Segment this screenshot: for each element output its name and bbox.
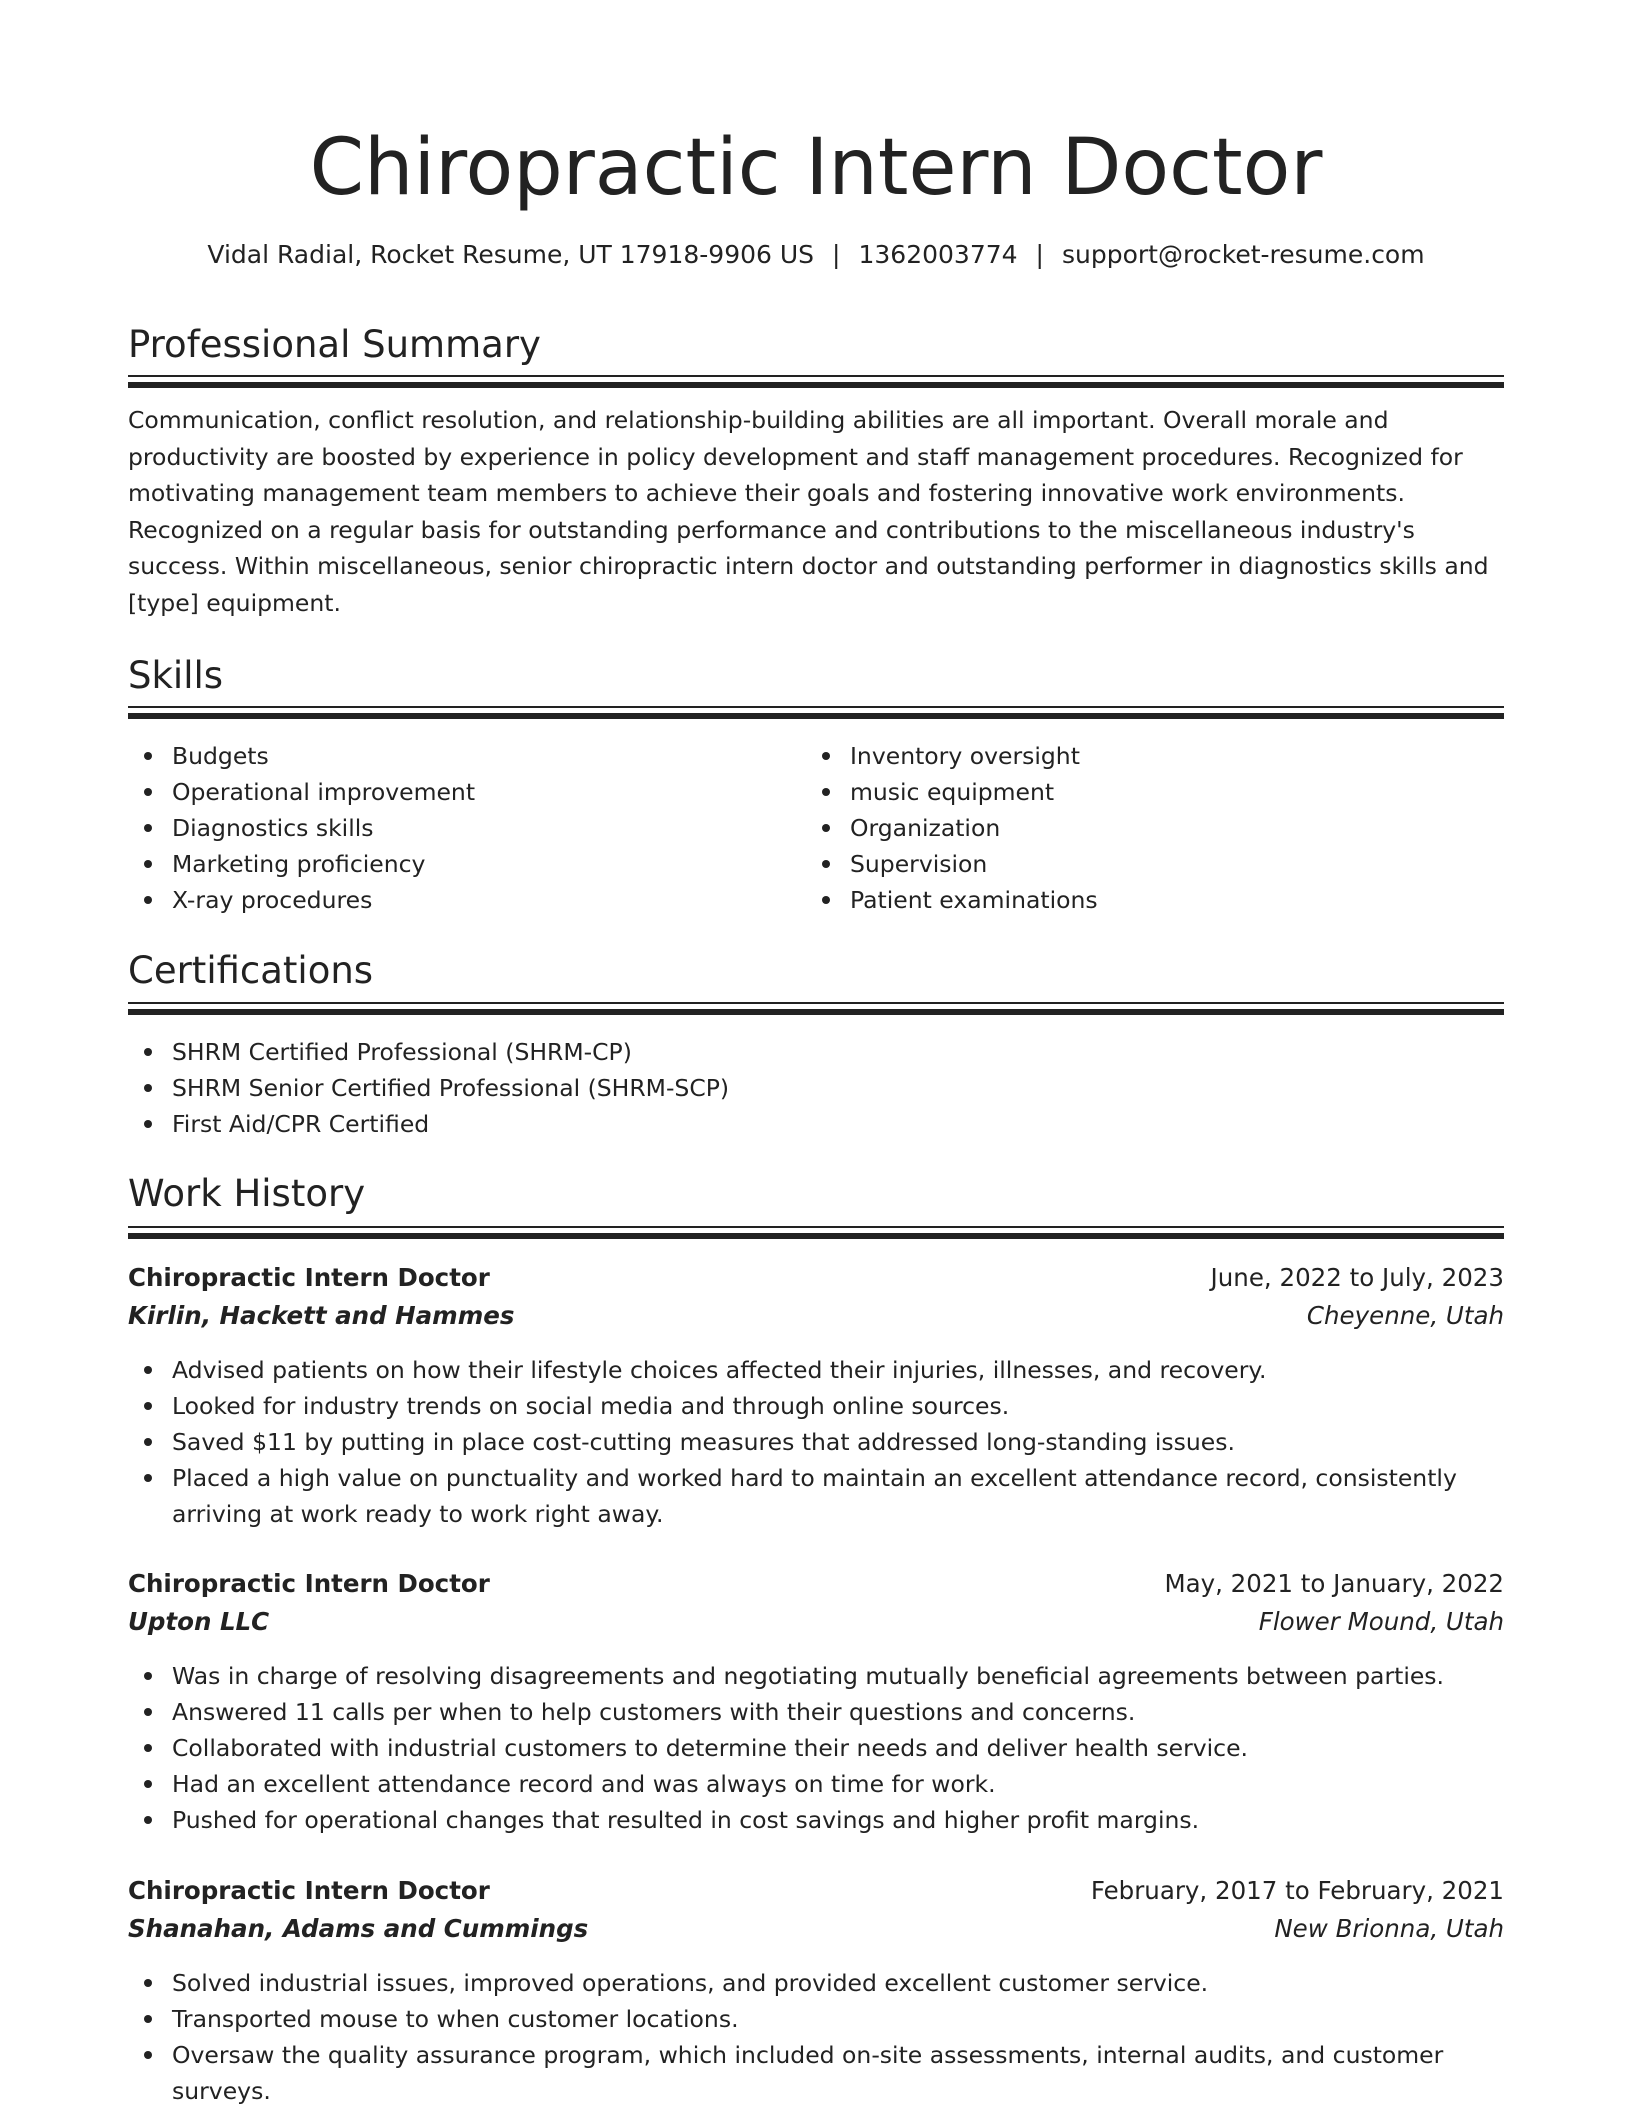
skill-item: Organization <box>806 810 1504 846</box>
job-dates: June, 2022 to July, 2023 <box>1210 1263 1504 1292</box>
section-divider <box>128 1002 1504 1016</box>
section-title-certifications: Certifications <box>128 949 374 992</box>
job-duty: Transported mouse to when customer locations. <box>128 2001 1504 2037</box>
skill-item: Supervision <box>806 846 1504 882</box>
job-header <box>128 1872 1504 1948</box>
summary-text: Communication, conflict resolution, and relationship-building abilities are all important. Overall morale and productivity are boosted by experience in policy development and staff management procedures. Recognized for motivating management team members to achieve their goals and fostering innovative work environments. Recognized on a regular basis for outstanding performance and contributions to the miscellaneous industry's success. Within miscellaneous, senior chiropractic intern doctor and outstanding performer in diagnostics skills and [type] equipment. <box>128 406 1489 617</box>
section-title-skills: Skills <box>128 654 224 697</box>
job-duty: Solved industrial issues, improved operations, and provided excellent customer service. <box>128 1965 1504 2001</box>
job-company: Upton LLC <box>128 1607 270 1636</box>
job-duty: Oversaw the quality assurance program, which included on-site assessments, internal audits, and customer surveys. <box>128 2037 1504 2109</box>
certifications-list <box>128 1034 1504 1142</box>
job-duties-list <box>128 1352 1504 1532</box>
job-dates: February, 2017 to February, 2021 <box>1090 1876 1504 1905</box>
job-duty: Saved $11 by putting in place cost-cutting measures that addressed long-standing issues. <box>128 1424 1504 1460</box>
section-divider <box>128 1226 1504 1240</box>
contact-phone: 1362003774 <box>858 240 1018 269</box>
job-company: Kirlin, Hackett and Hammes <box>128 1301 515 1330</box>
certification-item: First Aid/CPR Certified <box>128 1106 1504 1142</box>
job-duty: Placed a high value on punctuality and worked hard to maintain an excellent attendance record, consistently arriving at work ready to work right away. <box>128 1460 1504 1532</box>
skill-item: Operational improvement <box>128 774 788 810</box>
contact-line <box>128 235 1504 275</box>
section-title-summary: Professional Summary <box>128 323 541 366</box>
job-duty: Advised patients on how their lifestyle choices affected their injuries, illnesses, and recovery. <box>128 1352 1504 1388</box>
skills-list-left <box>128 738 788 918</box>
job-duties-list <box>128 1965 1504 2109</box>
job-location: Flower Mound, Utah <box>1258 1607 1504 1636</box>
job-header <box>128 1259 1504 1335</box>
job-title: Chiropractic Intern Doctor <box>128 1263 490 1292</box>
section-divider <box>128 375 1504 389</box>
skills-list-right <box>806 738 1504 918</box>
skill-item: Diagnostics skills <box>128 810 788 846</box>
section-divider <box>128 706 1504 720</box>
certification-item: SHRM Senior Certified Professional (SHRM-SCP) <box>128 1070 1504 1106</box>
skill-item: Budgets <box>128 738 788 774</box>
certification-item: SHRM Certified Professional (SHRM-CP) <box>128 1034 1504 1070</box>
contact-email: support@rocket-resume.com <box>1061 240 1425 269</box>
job-location: New Brionna, Utah <box>1274 1914 1504 1943</box>
job-duties-list <box>128 1658 1504 1838</box>
skill-item: music equipment <box>806 774 1504 810</box>
job-duty: Answered 11 calls per when to help customers with their questions and concerns. <box>128 1694 1504 1730</box>
job-dates: May, 2021 to January, 2022 <box>1164 1569 1504 1598</box>
skill-item: X-ray procedures <box>128 882 788 918</box>
skill-item: Marketing proficiency <box>128 846 788 882</box>
job-duty: Had an excellent attendance record and was always on time for work. <box>128 1766 1504 1802</box>
job-duty: Collaborated with industrial customers to determine their needs and deliver health service. <box>128 1730 1504 1766</box>
job-title: Chiropractic Intern Doctor <box>128 1876 490 1905</box>
job-company: Shanahan, Adams and Cummings <box>128 1914 589 1943</box>
job-title: Chiropractic Intern Doctor <box>128 1569 490 1598</box>
contact-separator: | <box>832 240 841 269</box>
skill-item: Patient examinations <box>806 882 1504 918</box>
contact-separator: | <box>1035 240 1044 269</box>
contact-address: Vidal Radial, Rocket Resume, UT 17918-9906 US <box>207 240 815 269</box>
candidate-name: Chiropractic Intern Doctor <box>309 123 1323 213</box>
job-duty: Pushed for operational changes that resulted in cost savings and higher profit margins. <box>128 1802 1504 1838</box>
section-title-work-history: Work History <box>128 1172 366 1215</box>
job-duty: Was in charge of resolving disagreements and negotiating mutually beneficial agreements between parties. <box>128 1658 1504 1694</box>
job-duty: Looked for industry trends on social media and through online sources. <box>128 1388 1504 1424</box>
job-header <box>128 1565 1504 1641</box>
job-location: Cheyenne, Utah <box>1306 1301 1504 1330</box>
skill-item: Inventory oversight <box>806 738 1504 774</box>
